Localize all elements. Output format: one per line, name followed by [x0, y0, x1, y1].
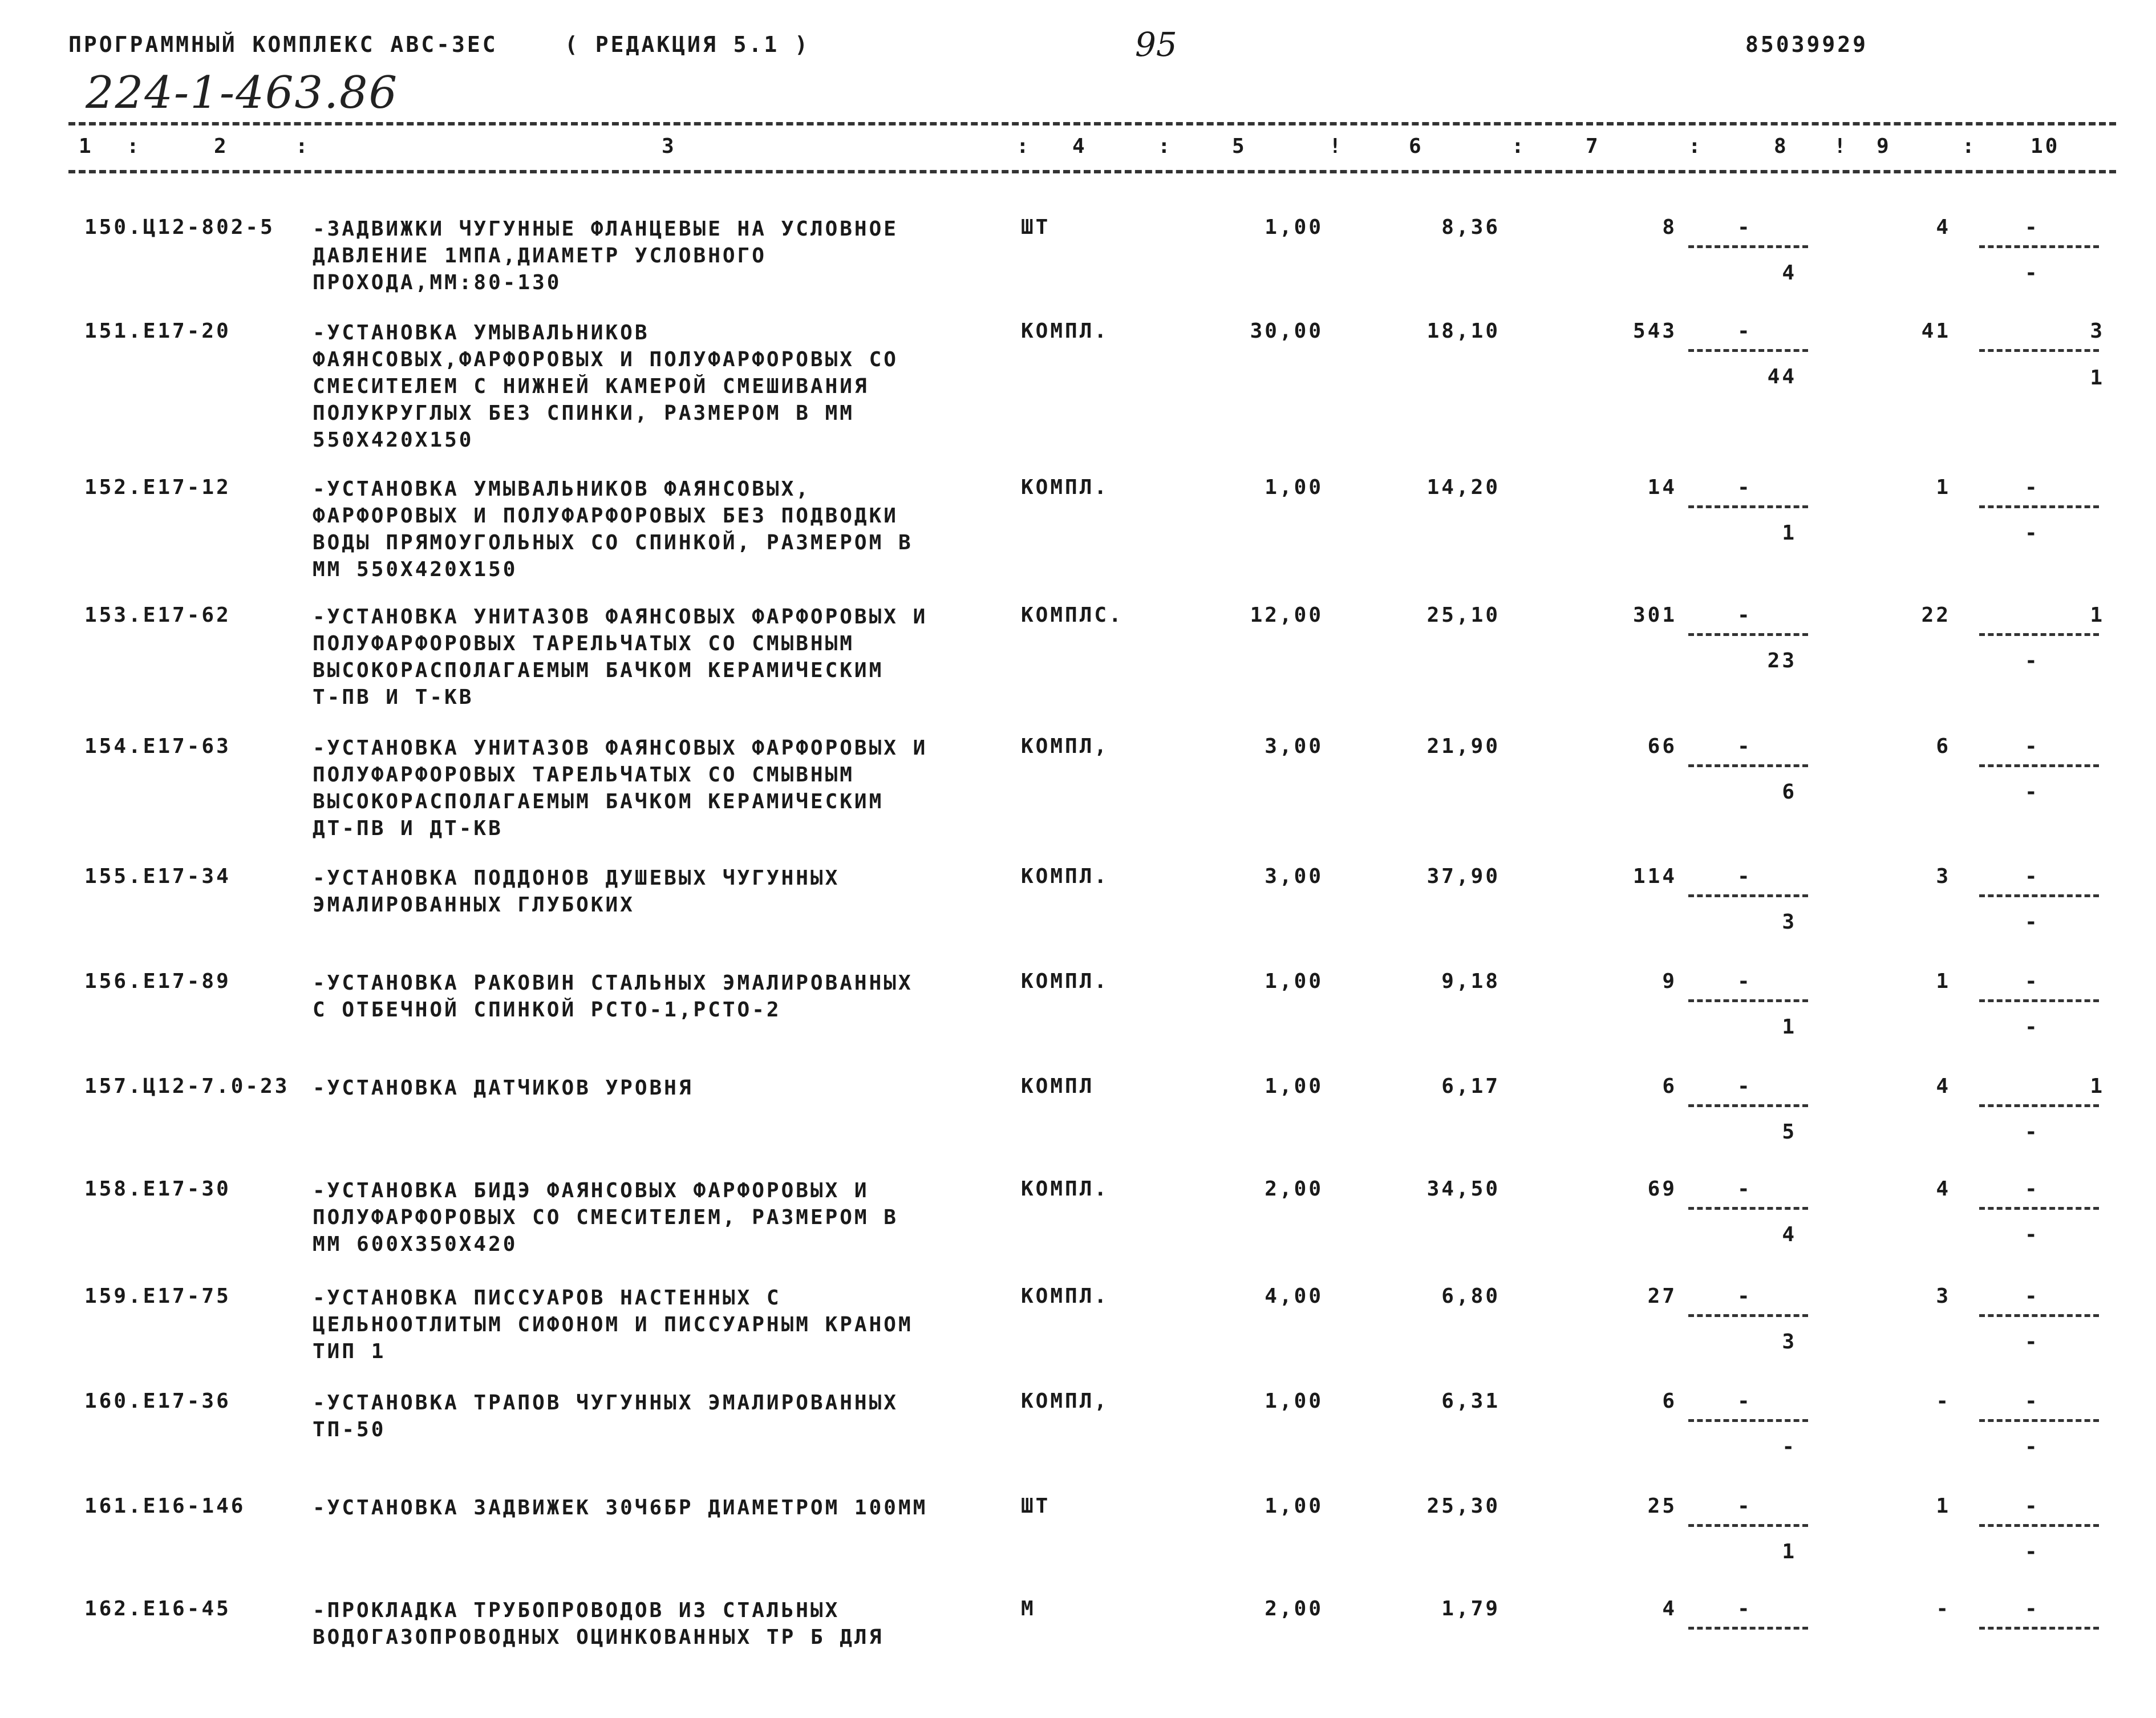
item-description — [313, 1389, 986, 1443]
description-line: ММ 600Х350Х420 — [313, 1233, 518, 1256]
fraction-line — [1688, 1207, 1808, 1210]
col9-value: 4 — [1936, 216, 1951, 239]
col9-value: 1 — [1936, 476, 1951, 499]
item-code: 152.Е17-12 — [84, 476, 231, 499]
col-header: 10 — [2031, 135, 2060, 158]
col10-bottom: - — [2025, 1015, 2040, 1039]
fraction-line — [1979, 1104, 2099, 1107]
unit-price: 25,30 — [1426, 1494, 1500, 1518]
quantity: 1,00 — [1265, 970, 1323, 993]
quantity: 1,00 — [1265, 1389, 1323, 1413]
description-line: ПОЛУКРУГЛЫХ БЕЗ СПИНКИ, РАЗМЕРОМ В ММ — [313, 402, 854, 425]
col8-fraction — [1688, 319, 1814, 394]
col8-fraction — [1688, 1494, 1814, 1569]
col-separator: : — [127, 135, 141, 158]
item-description — [313, 735, 986, 842]
item-code: 162.Е16-45 — [84, 1597, 231, 1620]
total-cost: 25 — [1647, 1494, 1677, 1518]
col8-fraction — [1688, 1285, 1814, 1359]
col10-right-top: 3 — [2090, 319, 2105, 343]
header-divider — [68, 170, 2116, 173]
unit-price: 25,10 — [1426, 603, 1500, 627]
col8-fraction — [1688, 216, 1814, 290]
fraction-line — [1979, 349, 2099, 352]
total-cost: 543 — [1632, 319, 1677, 343]
col8-top: - — [1737, 1494, 1752, 1518]
col8-top: - — [1737, 735, 1752, 758]
total-cost: 4 — [1662, 1597, 1677, 1620]
item-description — [313, 1494, 986, 1521]
col8-fraction — [1688, 865, 1814, 939]
total-cost: 14 — [1647, 476, 1677, 499]
page-number: 95 — [1135, 25, 1177, 64]
col-header: 8 — [1774, 135, 1789, 158]
total-cost: 114 — [1632, 865, 1677, 888]
fraction-line — [1688, 1104, 1808, 1107]
unit-price: 37,90 — [1426, 865, 1500, 888]
col8-top: - — [1737, 216, 1752, 239]
description-line: -УСТАНОВКА БИДЭ ФАЯНСОВЫХ ФАРФОРОВЫХ И — [313, 1179, 869, 1202]
col10-top: - — [2025, 1285, 2040, 1308]
col-header: 1 — [79, 135, 94, 158]
quantity: 3,00 — [1265, 735, 1323, 758]
col10-top: - — [2025, 1177, 2040, 1201]
document-code: 85039929 — [1745, 32, 1869, 57]
description-line: ТИП 1 — [313, 1340, 386, 1363]
col-header: 6 — [1409, 135, 1424, 158]
fraction-line — [1979, 999, 2099, 1002]
fraction-line — [1979, 633, 2099, 636]
col9-value: 3 — [1936, 1285, 1951, 1308]
item-code: 154.Е17-63 — [84, 735, 231, 758]
col-separator: : — [1688, 135, 1703, 158]
description-line: ПОЛУФАРФОРОВЫХ СО СМЕСИТЕЛЕМ, РАЗМЕРОМ В — [313, 1206, 898, 1229]
quantity: 1,00 — [1265, 216, 1323, 239]
col8-fraction — [1688, 735, 1814, 809]
unit-of-measure: КОМПЛС. — [1021, 603, 1124, 627]
total-cost: 27 — [1647, 1285, 1677, 1308]
description-line: -ПРОКЛАДКА ТРУБОПРОВОДОВ ИЗ СТАЛЬНЫХ — [313, 1599, 840, 1622]
col9-value: 1 — [1936, 970, 1951, 993]
unit-of-measure: КОМПЛ, — [1021, 1389, 1109, 1413]
unit-of-measure: КОМПЛ — [1021, 1075, 1095, 1098]
col8-bottom: 4 — [1782, 261, 1797, 285]
col9-value: - — [1936, 1389, 1951, 1413]
col-separator: : — [295, 135, 310, 158]
col10-fraction — [1979, 216, 2105, 290]
col8-bottom: 3 — [1782, 910, 1797, 934]
description-line: ПОЛУФАРФОРОВЫХ ТАРЕЛЬЧАТЫХ СО СМЫВНЫМ — [313, 763, 854, 787]
col10-top: - — [2025, 476, 2040, 499]
col-separator: ! — [1834, 135, 1849, 158]
description-line: ЭМАЛИРОВАННЫХ ГЛУБОКИХ — [313, 893, 635, 917]
col10-bottom: - — [2025, 1120, 2040, 1144]
col9-value: 4 — [1936, 1177, 1951, 1201]
col8-bottom: - — [1782, 1435, 1797, 1458]
col-header: 3 — [662, 135, 676, 158]
fraction-line — [1979, 505, 2099, 508]
quantity: 12,00 — [1250, 603, 1323, 627]
col10-top: - — [2025, 1597, 2040, 1620]
unit-price: 1,79 — [1441, 1597, 1500, 1620]
quantity: 4,00 — [1265, 1285, 1323, 1308]
col9-value: - — [1936, 1597, 1951, 1620]
col8-bottom: 1 — [1782, 1540, 1797, 1563]
col8-top: - — [1737, 603, 1752, 627]
item-code: 150.Ц12-802-5 — [84, 216, 275, 239]
total-cost: 6 — [1662, 1075, 1677, 1098]
col-header: 4 — [1072, 135, 1087, 158]
fraction-line — [1688, 999, 1808, 1002]
col8-top: - — [1737, 319, 1752, 343]
fraction-line — [1979, 245, 2099, 248]
col8-fraction — [1688, 1075, 1814, 1149]
unit-price: 6,31 — [1441, 1389, 1500, 1413]
col10-top: - — [2025, 216, 2040, 239]
col10-bottom: - — [2025, 261, 2040, 285]
col8-bottom: 1 — [1782, 521, 1797, 545]
fraction-line — [1979, 1524, 2099, 1527]
col10-fraction — [1979, 476, 2105, 550]
total-cost: 69 — [1647, 1177, 1677, 1201]
unit-of-measure: КОМПЛ, — [1021, 735, 1109, 758]
description-line: -УСТАНОВКА ТРАПОВ ЧУГУННЫХ ЭМАЛИРОВАННЫХ — [313, 1391, 898, 1415]
item-description — [313, 1177, 986, 1258]
item-code: 156.Е17-89 — [84, 970, 231, 993]
fraction-line — [1688, 1419, 1808, 1422]
fraction-line — [1688, 349, 1808, 352]
col10-fraction — [1979, 735, 2105, 809]
description-line: ТП-50 — [313, 1418, 386, 1441]
description-line: -УСТАНОВКА УМЫВАЛЬНИКОВ — [313, 321, 650, 345]
col10-top: - — [2025, 970, 2040, 993]
col10-fraction — [1979, 1285, 2105, 1359]
description-line: ФАЯНСОВЫХ,ФАРФОРОВЫХ И ПОЛУФАРФОРОВЫХ СО — [313, 348, 898, 371]
col10-top: - — [2025, 865, 2040, 888]
description-line: Т-ПВ И Т-КВ — [313, 686, 474, 709]
col8-top: - — [1737, 865, 1752, 888]
edition-label: ( РЕДАКЦИЯ 5.1 ) — [565, 32, 810, 57]
fraction-line — [1688, 1314, 1808, 1317]
description-line: ММ 550Х420Х150 — [313, 558, 518, 581]
fraction-line — [1688, 894, 1808, 897]
item-description — [313, 1285, 986, 1365]
description-line: С ОТБЕЧНОЙ СПИНКОЙ РСТО-1,РСТО-2 — [313, 998, 781, 1022]
quantity: 1,00 — [1265, 476, 1323, 499]
col10-bottom: - — [2025, 1540, 2040, 1563]
total-cost: 66 — [1647, 735, 1677, 758]
description-line: 550Х420Х150 — [313, 428, 474, 452]
fraction-line — [1688, 633, 1808, 636]
description-line: СМЕСИТЕЛЕМ С НИЖНЕЙ КАМЕРОЙ СМЕШИВАНИЯ — [313, 375, 869, 398]
fraction-line — [1979, 764, 2099, 767]
col10-bottom: - — [2025, 780, 2040, 804]
unit-price: 9,18 — [1441, 970, 1500, 993]
fraction-line — [1688, 245, 1808, 248]
col10-fraction — [1979, 970, 2105, 1044]
total-cost: 6 — [1662, 1389, 1677, 1413]
item-description — [313, 216, 986, 296]
col10-fraction — [1979, 1494, 2105, 1569]
item-description — [313, 319, 986, 453]
col10-bottom: - — [2025, 521, 2040, 545]
quantity: 30,00 — [1250, 319, 1323, 343]
item-code: 159.Е17-75 — [84, 1285, 231, 1308]
description-line: ВОДЫ ПРЯМОУГОЛЬНЫХ СО СПИНКОЙ, РАЗМЕРОМ В — [313, 531, 913, 554]
description-line: ФАРФОРОВЫХ И ПОЛУФАРФОРОВЫХ БЕЗ ПОДВОДКИ — [313, 504, 898, 528]
col-separator: ! — [1329, 135, 1344, 158]
fraction-line — [1979, 1627, 2099, 1630]
quantity: 1,00 — [1265, 1075, 1323, 1098]
col8-top: - — [1737, 1177, 1752, 1201]
col8-bottom: 44 — [1767, 365, 1797, 388]
item-code: 151.Е17-20 — [84, 319, 231, 343]
item-code: 160.Е17-36 — [84, 1389, 231, 1413]
col10-bottom: - — [2025, 1330, 2040, 1354]
description-line: ДАВЛЕНИЕ 1МПА,ДИАМЕТР УСЛОВНОГО — [313, 244, 767, 268]
fraction-line — [1688, 764, 1808, 767]
col-separator: : — [1511, 135, 1526, 158]
total-cost: 301 — [1632, 603, 1677, 627]
unit-of-measure: КОМПЛ. — [1021, 970, 1109, 993]
description-line: ВЫСОКОРАСПОЛАГАЕМЫМ БАЧКОМ КЕРАМИЧЕСКИМ — [313, 790, 884, 813]
col9-value: 6 — [1936, 735, 1951, 758]
description-line: -ЗАДВИЖКИ ЧУГУННЫЕ ФЛАНЦЕВЫЕ НА УСЛОВНОЕ — [313, 217, 898, 241]
col10-bottom: - — [2025, 649, 2040, 672]
col8-fraction — [1688, 1597, 1814, 1671]
col8-fraction — [1688, 1389, 1814, 1464]
item-code: 155.Е17-34 — [84, 865, 231, 888]
col8-fraction — [1688, 970, 1814, 1044]
item-description — [313, 865, 986, 918]
col9-value: 41 — [1921, 319, 1951, 343]
col8-bottom: 5 — [1782, 1120, 1797, 1144]
description-line: ПОЛУФАРФОРОВЫХ ТАРЕЛЬЧАТЫХ СО СМЫВНЫМ — [313, 632, 854, 655]
col8-bottom: 3 — [1782, 1330, 1797, 1354]
fraction-line — [1688, 1627, 1808, 1630]
col10-bottom: - — [2025, 910, 2040, 934]
fraction-line — [1979, 1207, 2099, 1210]
quantity: 3,00 — [1265, 865, 1323, 888]
col8-bottom: 23 — [1767, 649, 1797, 672]
col10-right-top: 1 — [2090, 603, 2105, 627]
program-title: ПРОГРАММНЫЙ КОМПЛЕКС АВС-3ЕС — [68, 32, 498, 57]
unit-price: 6,17 — [1441, 1075, 1500, 1098]
col10-bottom: - — [2025, 1223, 2040, 1246]
col8-top: - — [1737, 1597, 1752, 1620]
description-line: -УСТАНОВКА УМЫВАЛЬНИКОВ ФАЯНСОВЫХ, — [313, 477, 810, 501]
description-line: -УСТАНОВКА ЗАДВИЖЕК 30Ч6БР ДИАМЕТРОМ 100ММ — [313, 1496, 928, 1520]
col-header: 7 — [1586, 135, 1600, 158]
description-line: -УСТАНОВКА УНИТАЗОВ ФАЯНСОВЫХ ФАРФОРОВЫХ И — [313, 736, 928, 760]
col8-fraction — [1688, 476, 1814, 550]
item-description — [313, 970, 986, 1023]
col10-right-top: 1 — [2090, 1075, 2105, 1098]
quantity: 2,00 — [1265, 1597, 1323, 1620]
handwritten-reference: 224-1-463.86 — [86, 67, 399, 119]
unit-of-measure: КОМПЛ. — [1021, 1285, 1109, 1308]
item-code: 157.Ц12-7.0-23 — [84, 1075, 290, 1098]
col-header: 2 — [214, 135, 229, 158]
col8-top: - — [1737, 1389, 1752, 1413]
description-line: ПРОХОДА,ММ:80-130 — [313, 271, 562, 294]
unit-of-measure: ШТ — [1021, 216, 1051, 239]
description-line: -УСТАНОВКА УНИТАЗОВ ФАЯНСОВЫХ ФАРФОРОВЫХ И — [313, 605, 928, 629]
top-divider — [68, 122, 2116, 125]
description-line: ВЫСОКОРАСПОЛАГАЕМЫМ БАЧКОМ КЕРАМИЧЕСКИМ — [313, 659, 884, 682]
description-line: -УСТАНОВКА ДАТЧИКОВ УРОВНЯ — [313, 1076, 694, 1100]
col10-fraction — [1979, 1389, 2105, 1464]
col9-value: 4 — [1936, 1075, 1951, 1098]
col9-value: 1 — [1936, 1494, 1951, 1518]
col8-fraction — [1688, 603, 1814, 678]
item-code: 161.Е16-146 — [84, 1494, 246, 1518]
unit-of-measure: КОМПЛ. — [1021, 476, 1109, 499]
unit-price: 18,10 — [1426, 319, 1500, 343]
description-line: -УСТАНОВКА ПИССУАРОВ НАСТЕННЫХ С — [313, 1286, 781, 1310]
item-description — [313, 1075, 986, 1101]
fraction-line — [1979, 1419, 2099, 1422]
col8-bottom: 6 — [1782, 780, 1797, 804]
col10-fraction — [1979, 1177, 2105, 1251]
col9-value: 3 — [1936, 865, 1951, 888]
fraction-line — [1688, 1524, 1808, 1527]
fraction-line — [1979, 1314, 2099, 1317]
quantity: 1,00 — [1265, 1494, 1323, 1518]
item-description — [313, 476, 986, 583]
unit-of-measure: КОМПЛ. — [1021, 865, 1109, 888]
col8-top: - — [1737, 1285, 1752, 1308]
unit-price: 21,90 — [1426, 735, 1500, 758]
fraction-line — [1688, 505, 1808, 508]
col8-fraction — [1688, 1177, 1814, 1251]
unit-of-measure: КОМПЛ. — [1021, 1177, 1109, 1201]
col10-bottom: - — [2025, 1435, 2040, 1458]
quantity: 2,00 — [1265, 1177, 1323, 1201]
description-line: ВОДОГАЗОПРОВОДНЫХ ОЦИНКОВАННЫХ ТР Б ДЛЯ — [313, 1626, 884, 1649]
col10-top: - — [2025, 1494, 2040, 1518]
description-line: ДТ-ПВ И ДТ-КВ — [313, 817, 503, 840]
col10-fraction — [1979, 865, 2105, 939]
col8-top: - — [1737, 1075, 1752, 1098]
description-line: -УСТАНОВКА РАКОВИН СТАЛЬНЫХ ЭМАЛИРОВАННЫХ — [313, 971, 913, 995]
col10-fraction — [1979, 1597, 2105, 1671]
total-cost: 9 — [1662, 970, 1677, 993]
fraction-line — [1979, 894, 2099, 897]
col10-right-bottom: 1 — [2090, 366, 2105, 390]
col8-top: - — [1737, 476, 1752, 499]
item-code: 153.Е17-62 — [84, 603, 231, 627]
col-header: 5 — [1232, 135, 1247, 158]
col8-bottom: 4 — [1782, 1223, 1797, 1246]
col-separator: : — [1016, 135, 1031, 158]
item-code: 158.Е17-30 — [84, 1177, 231, 1201]
unit-price: 34,50 — [1426, 1177, 1500, 1201]
unit-of-measure: ШТ — [1021, 1494, 1051, 1518]
col10-top: - — [2025, 735, 2040, 758]
unit-price: 14,20 — [1426, 476, 1500, 499]
description-line: -УСТАНОВКА ПОДДОНОВ ДУШЕВЫХ ЧУГУННЫХ — [313, 866, 840, 890]
description-line: ЦЕЛЬНООТЛИТЫМ СИФОНОМ И ПИССУАРНЫМ КРАНОМ — [313, 1313, 913, 1336]
col-separator: : — [1158, 135, 1173, 158]
col-header: 9 — [1877, 135, 1891, 158]
col10-top: - — [2025, 1389, 2040, 1413]
col9-value: 22 — [1921, 603, 1951, 627]
unit-of-measure: КОМПЛ. — [1021, 319, 1109, 343]
item-description — [313, 1597, 986, 1651]
col8-top: - — [1737, 970, 1752, 993]
item-description — [313, 603, 986, 711]
unit-of-measure: М — [1021, 1597, 1036, 1620]
col-separator: : — [1962, 135, 1977, 158]
col8-bottom: 1 — [1782, 1015, 1797, 1039]
unit-price: 6,80 — [1441, 1285, 1500, 1308]
unit-price: 8,36 — [1441, 216, 1500, 239]
total-cost: 8 — [1662, 216, 1677, 239]
